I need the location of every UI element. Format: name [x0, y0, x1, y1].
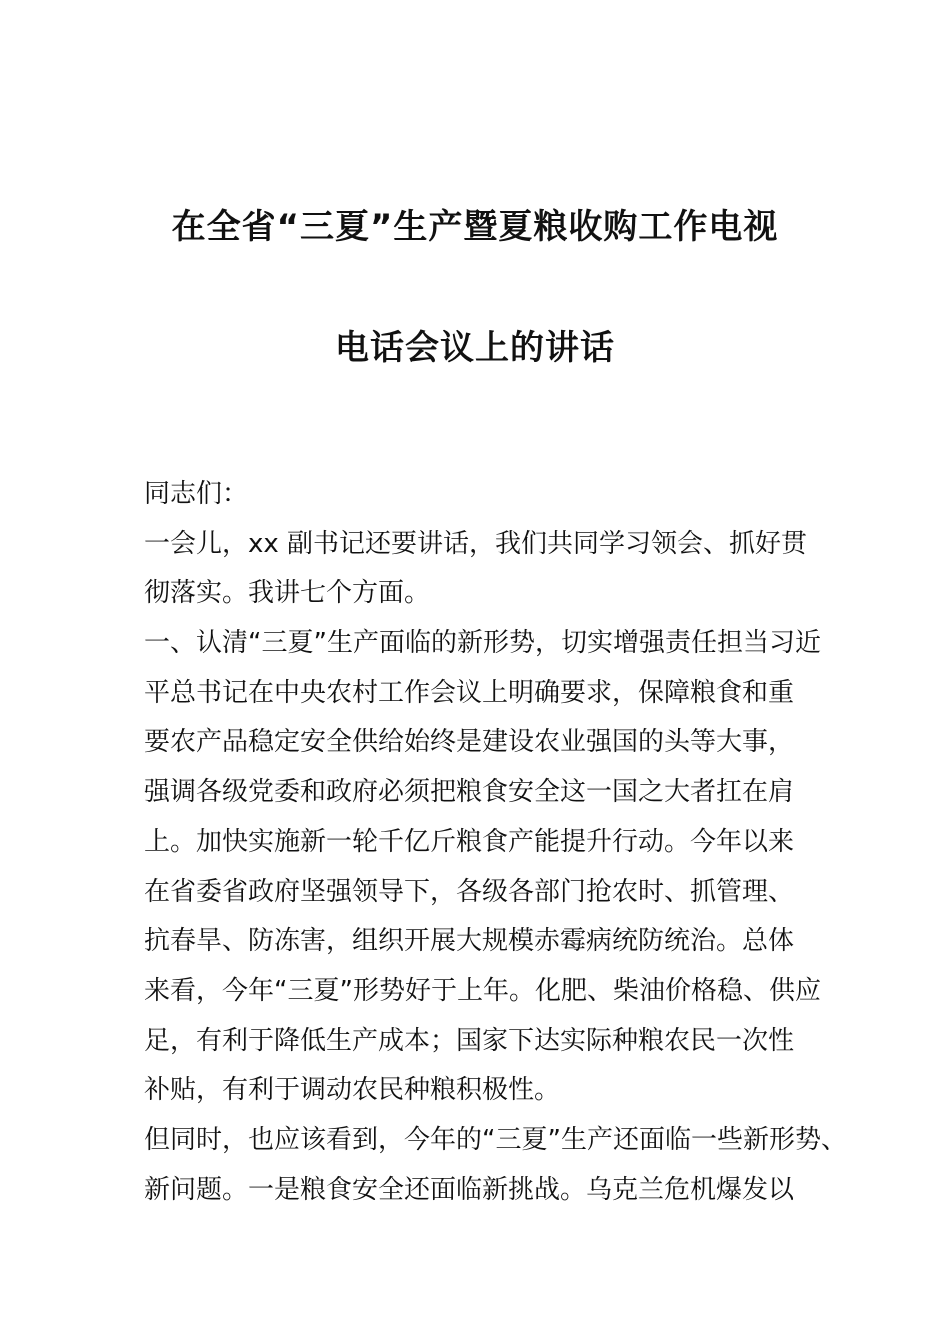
body-line: 平总书记在中央农村工作会议上明确要求，保障粮食和重	[144, 677, 795, 708]
body-line: 但同时，也应该看到，今年的“三夏”生产还面临一些新形势、	[144, 1124, 847, 1155]
body-line: 一会儿，xx 副书记还要讲话，我们共同学习领会、抓好贯	[144, 528, 808, 559]
document-title-line-2: 电话会议上的讲话	[335, 328, 615, 368]
body-line: 上。加快实施新一轮千亿斤粮食产能提升行动。今年以来	[144, 826, 795, 857]
body-line: 抗春旱、防冻害，组织开展大规模赤霉病统防统治。总体	[144, 926, 795, 957]
document-body	[144, 470, 847, 1215]
body-line-salutation: 同志们：	[144, 479, 249, 509]
body-line: 强调各级党委和政府必须把粮食安全这一国之大者扛在肩	[144, 777, 795, 808]
body-line: 彻落实。我讲七个方面。	[144, 578, 431, 609]
body-line: 一、认清“三夏”生产面临的新形势，切实增强责任担当习近	[144, 628, 821, 659]
body-line: 足，有利于降低生产成本；国家下达实际种粮农民一次性	[144, 1025, 795, 1056]
body-line: 要农产品稳定安全供给始终是建设农业强国的头等大事，	[144, 727, 795, 758]
body-line: 来看，今年“三夏”形势好于上年。化肥、柴油价格稳、供应	[144, 975, 821, 1006]
body-line: 补贴，有利于调动农民种粮积极性。	[144, 1075, 561, 1106]
document-title-line-1: 在全省“三夏”生产暨夏粮收购工作电视	[171, 207, 779, 247]
body-line: 新问题。一是粮食安全还面临新挑战。乌克兰危机爆发以	[144, 1174, 795, 1205]
body-line: 在省委省政府坚强领导下，各级各部门抢农时、抓管理、	[144, 876, 795, 907]
